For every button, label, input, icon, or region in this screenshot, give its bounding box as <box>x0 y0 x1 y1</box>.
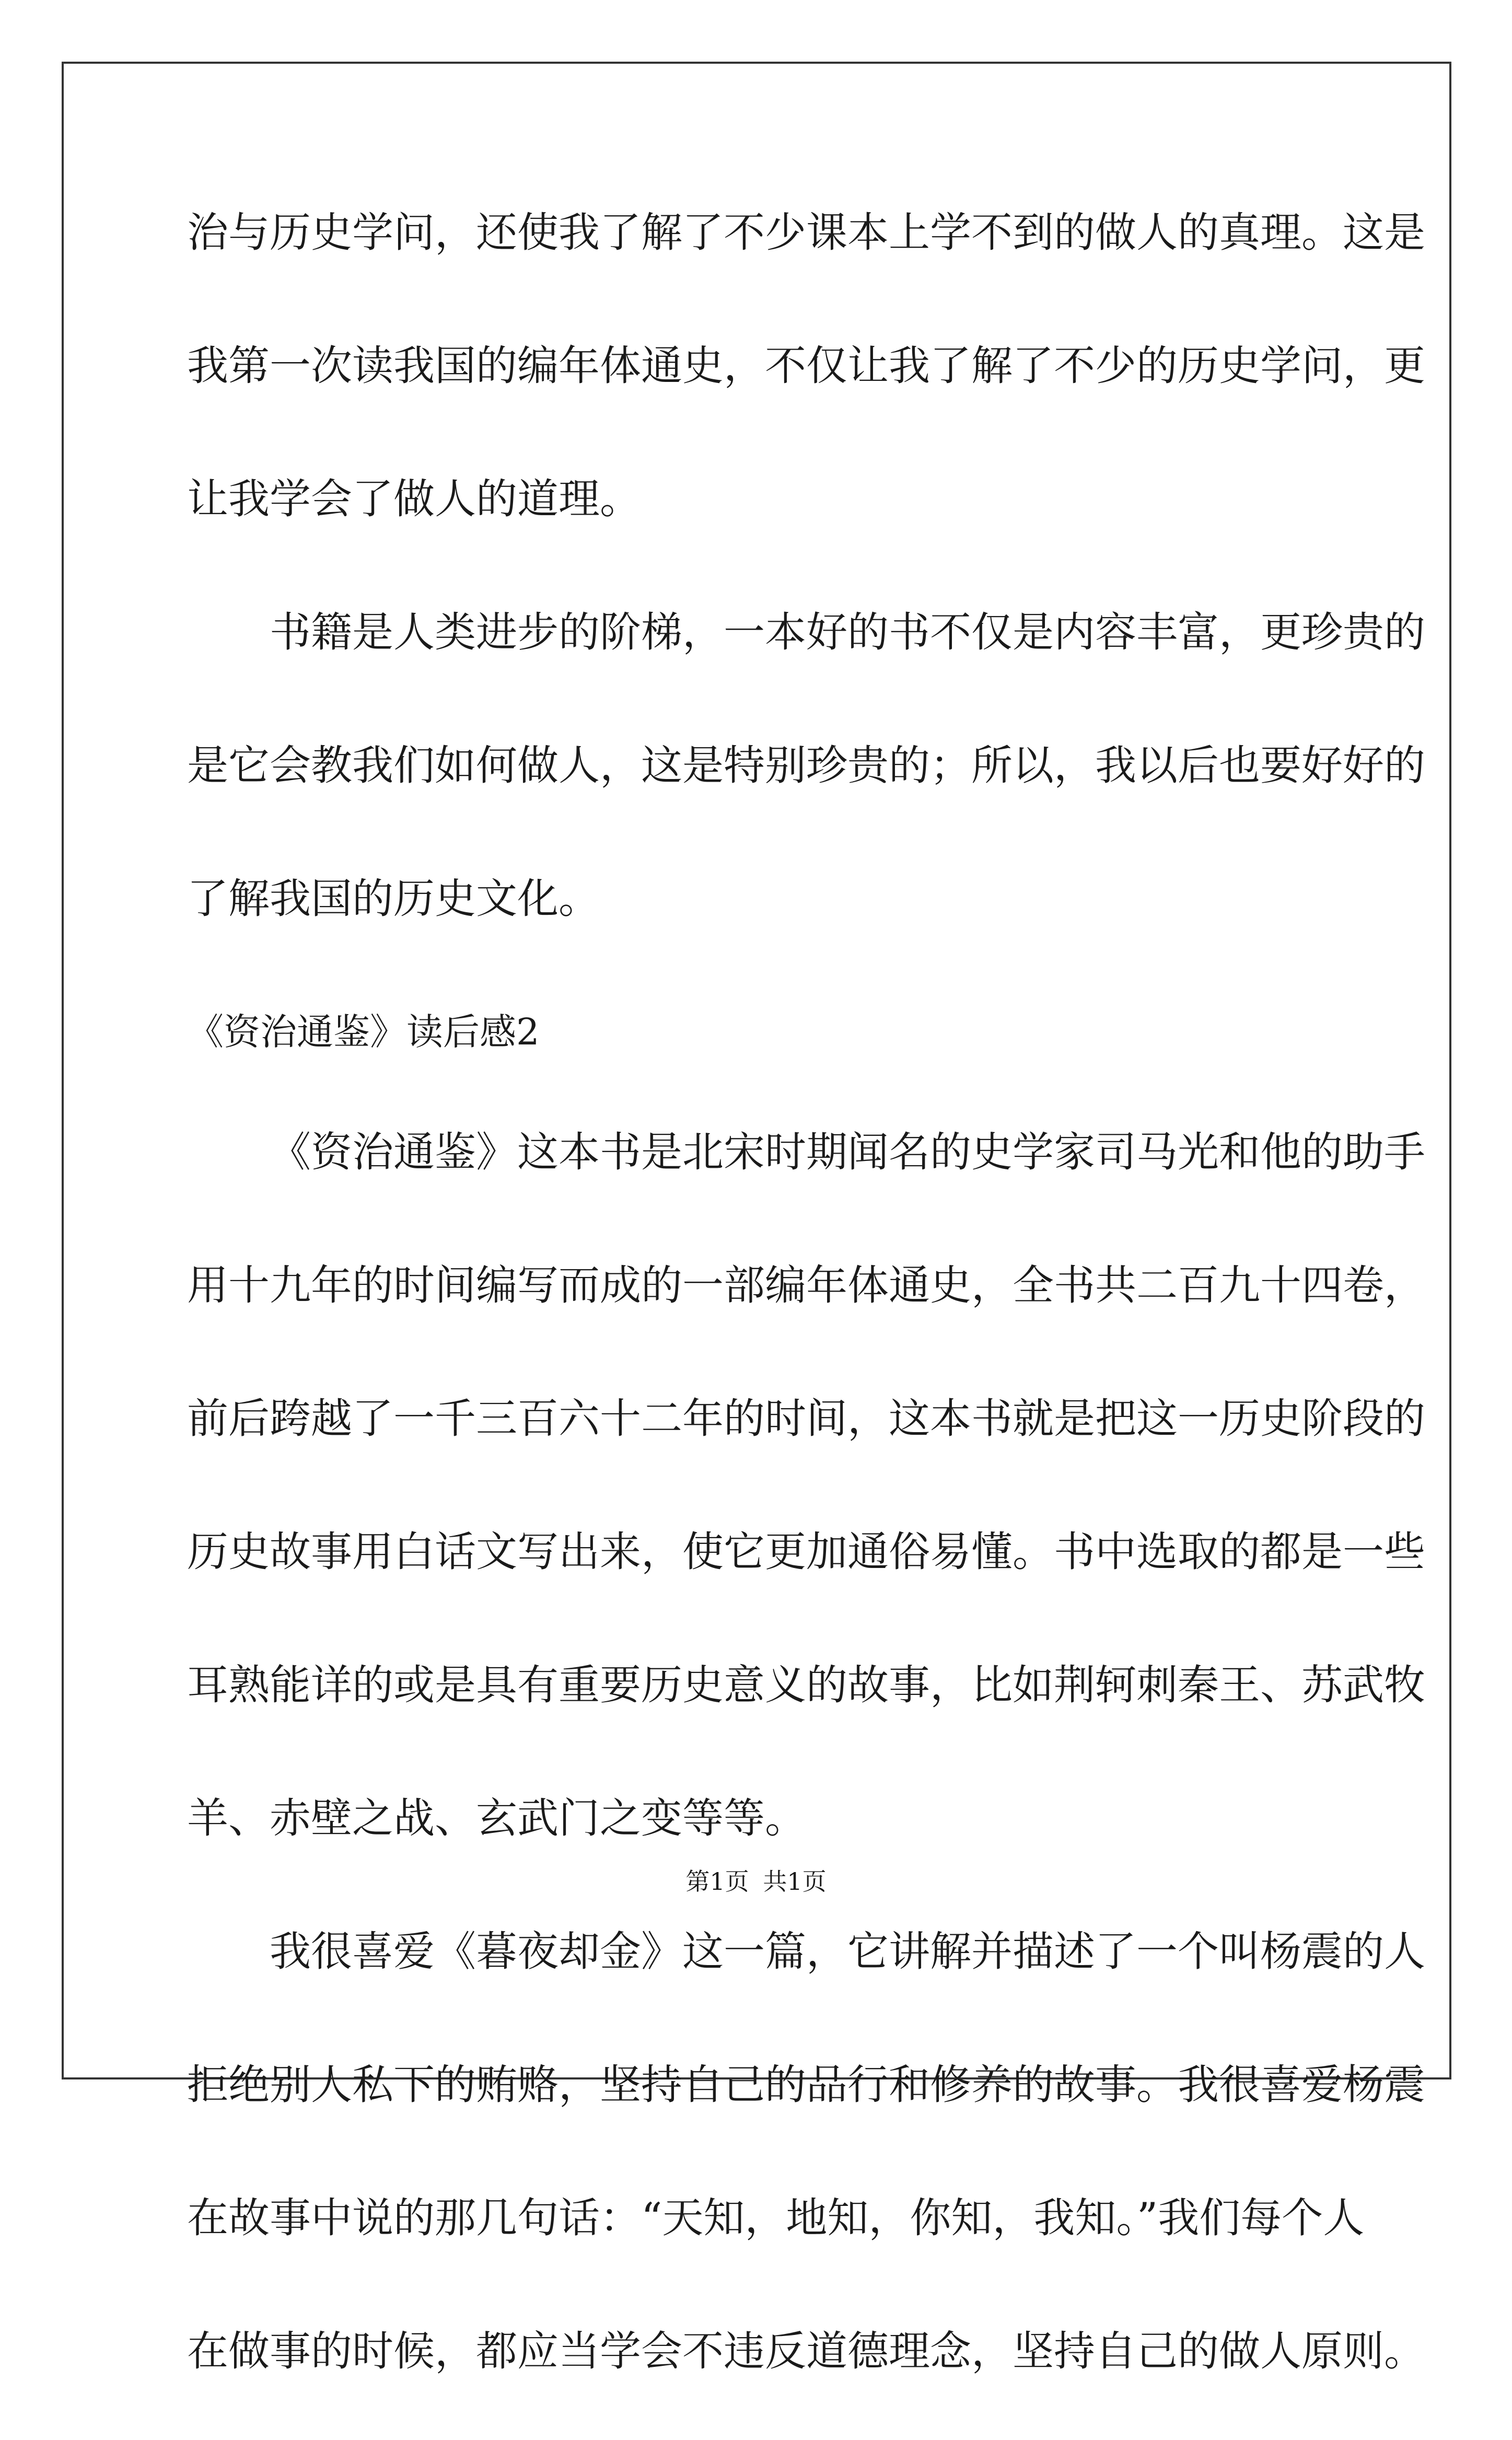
text-line: 书籍是人类进步的阶梯，一本好的书不仅是内容丰富，更珍贵的 <box>270 608 1425 656</box>
paragraph-3 <box>187 1108 1425 1907</box>
paragraph-4 <box>187 1907 1425 2440</box>
document-body <box>187 188 1425 2440</box>
page-footer <box>0 1863 1512 1897</box>
text-line: 了解我国的历史文化。 <box>187 875 600 923</box>
text-line: 治与历史学问，还使我了解了不少课本上学不到的做人的真理。这是 <box>187 208 1425 257</box>
section-heading: 《资治通鉴》读后感2 <box>187 1010 540 1053</box>
text-line: 耳熟能详的或是具有重要历史意义的故事，比如荆轲刺秦王、苏武牧 <box>187 1661 1425 1709</box>
text-line: 前后跨越了一千三百六十二年的时间，这本书就是把这一历史阶段的 <box>187 1395 1425 1443</box>
text-line: 羊、赤壁之战、玄武门之变等等。 <box>187 1794 806 1842</box>
page-total: 共1页 <box>763 1867 827 1896</box>
text-line: 拒绝别人私下的贿赂，坚持自己的品行和修养的故事。我很喜爱杨震 <box>187 2061 1425 2109</box>
text-line: 用十九年的时间编写而成的一部编年体通史，全书共二百九十四卷， <box>187 1261 1425 1309</box>
text-line: 历史故事用白话文写出来，使它更加通俗易懂。书中选取的都是一些 <box>187 1528 1425 1576</box>
text-line: 是它会教我们如何做人，这是特别珍贵的；所以，我以后也要好好的 <box>187 741 1425 789</box>
text-line: 在做事的时候，都应当学会不违反道德理念，坚持自己的做人原则。 <box>187 2327 1425 2375</box>
text-line: 在故事中说的那几句话：“天知，地知，你知，我知。”我们每个人 <box>187 2194 1365 2242</box>
text-line: 让我学会了做人的道理。 <box>187 475 641 523</box>
text-line: 我第一次读我国的编年体通史，不仅让我了解了不少的历史学问，更 <box>187 342 1425 390</box>
text-line: 我很喜爱《暮夜却金》这一篇，它讲解并描述了一个叫杨震的人 <box>270 1927 1425 1976</box>
paragraph-1 <box>187 188 1425 588</box>
text-line: 《资治通鉴》这本书是北宋时期闻名的史学家司马光和他的助手 <box>270 1128 1425 1176</box>
paragraph-2 <box>187 588 1425 987</box>
page-number: 第1页 <box>685 1867 749 1896</box>
